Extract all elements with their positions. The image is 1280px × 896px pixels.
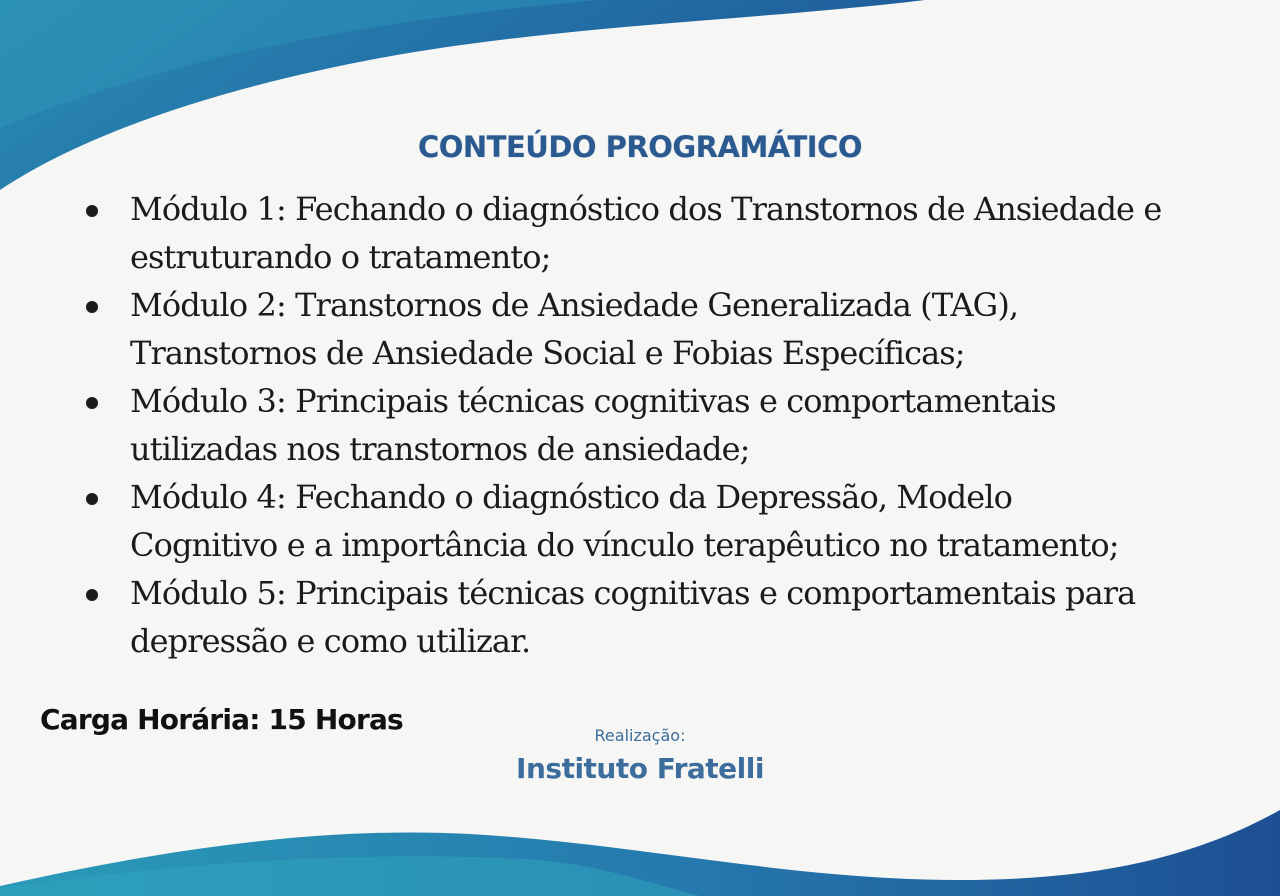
bullet-icon bbox=[86, 493, 98, 505]
module-text-line: Transtornos de Ansiedade Social e Fobias Específicas; bbox=[130, 334, 965, 372]
bullet-icon bbox=[86, 205, 98, 217]
module-text-line: Cognitivo e a importância do vínculo terapêutico no tratamento; bbox=[130, 526, 1119, 564]
module-text-line: Módulo 5: Principais técnicas cognitivas e comportamentais para bbox=[130, 574, 1136, 612]
module-text-line: Módulo 3: Principais técnicas cognitivas e comportamentais bbox=[130, 382, 1056, 420]
list-item bbox=[82, 569, 1242, 665]
module-text-line: depressão e como utilizar. bbox=[130, 622, 531, 660]
bullet-icon bbox=[86, 301, 98, 313]
module-text-line: Módulo 2: Transtornos de Ansiedade Generalizada (TAG), bbox=[130, 286, 1019, 324]
module-text-line: utilizadas nos transtornos de ansiedade; bbox=[130, 430, 750, 468]
credits-label: Realização: bbox=[594, 726, 686, 745]
list-item bbox=[82, 185, 1242, 281]
workload-label: Carga Horária: 15 Horas bbox=[40, 703, 403, 736]
page-title: CONTEÚDO PROGRAMÁTICO bbox=[417, 130, 863, 164]
institute-name: Instituto Fratelli bbox=[516, 752, 764, 785]
module-text-line: Módulo 1: Fechando o diagnóstico dos Transtornos de Ansiedade e bbox=[130, 190, 1162, 228]
module-text-line: estruturando o tratamento; bbox=[130, 238, 551, 276]
list-item bbox=[82, 377, 1242, 473]
module-text-line: Módulo 4: Fechando o diagnóstico da Depressão, Modelo bbox=[130, 478, 1012, 516]
bullet-icon bbox=[86, 397, 98, 409]
list-item bbox=[82, 281, 1242, 377]
module-list bbox=[82, 185, 1242, 665]
bullet-icon bbox=[86, 589, 98, 601]
list-item bbox=[82, 473, 1242, 569]
